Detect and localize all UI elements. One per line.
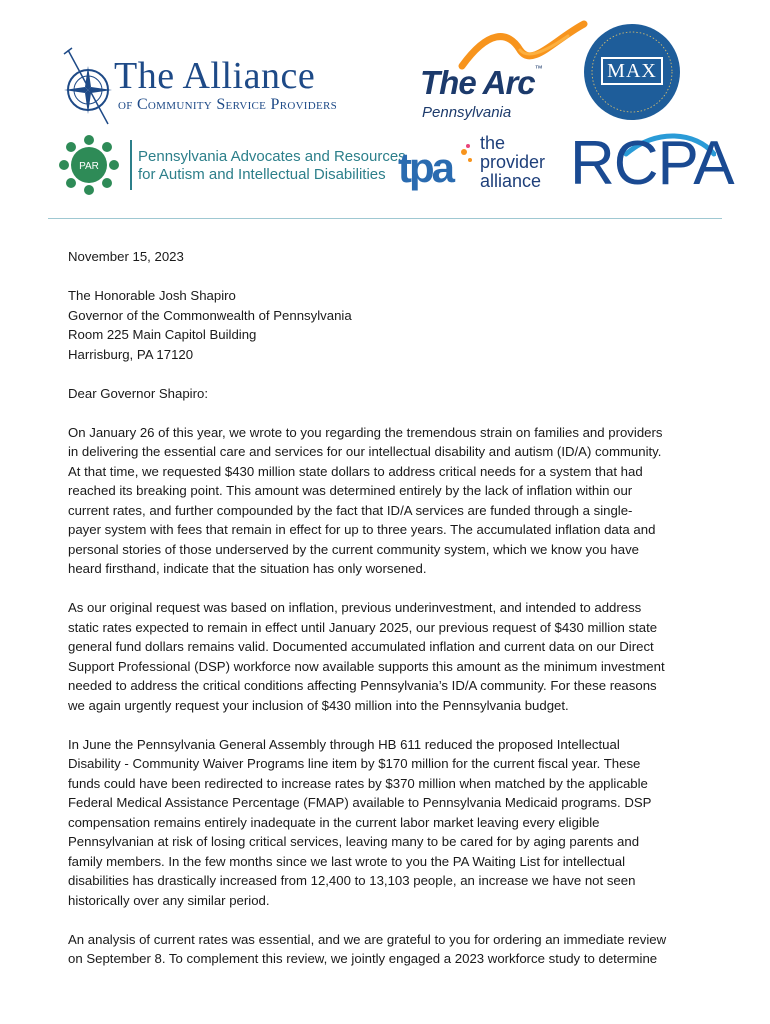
max-seal: [584, 24, 680, 120]
par-emblem-icon: [58, 134, 120, 196]
text-line: Federal Medical Assistance Percentage (FMAP) available to Pennsylvania Medicaid programs. DSP: [68, 795, 652, 810]
salutation: Dear Governor Shapiro:: [68, 385, 209, 401]
tpa-line-3: alliance: [480, 171, 542, 191]
text-line: compensation remains entirely inadequate in the current labor market leaving every eligible: [68, 814, 600, 830]
text-line: An analysis of current rates was essential, and we are grateful to you for ordering an immediate review: [68, 931, 667, 947]
text-line: static rates expected to remain in effect until January 2025, our previous request of $430 million state: [68, 619, 658, 635]
arc-swoosh-icon: [458, 20, 588, 70]
tpa-mark-icon: [398, 138, 474, 192]
paragraph-2: [68, 598, 708, 715]
text-line: general fund dollars remains valid. Documented accumulated inflation and current data on our Direct: [68, 639, 654, 654]
compass-emblem-icon: [58, 46, 118, 126]
par-line-1: Pennsylvania Advocates and Resources: [138, 148, 406, 165]
tpa-line-1: the: [480, 133, 506, 153]
text-line: As our original request was based on inflation, previous underinvestment, and intended to address: [68, 600, 642, 615]
text-line: disabilities has drastically increased from 12,400 to 13,103 people, an increase we have not seen: [68, 873, 636, 888]
address-line: The Honorable Josh Shapiro: [68, 288, 236, 303]
text-line: Disability - Community Waiver Programs line item by $170 million for the current fiscal year. These: [68, 756, 641, 771]
alliance-subtitle: of Community Service Providers: [118, 96, 338, 113]
text-line: current rates, and further compounded by the fact that ID/A services are funded through a single-: [68, 502, 633, 518]
par-logo: [58, 134, 406, 194]
text-line: reached its breaking point. This amount was determined entirely by the lack of inflation within our: [68, 483, 633, 498]
recipient-address: [68, 286, 708, 364]
alliance-name: The Alliance: [114, 55, 316, 97]
arc-name: The Arc™: [420, 64, 542, 101]
address-line: Governor of the Commonwealth of Pennsylvania: [68, 307, 352, 323]
text-line: payer system with fees that remain in effect for up to three years. The accumulated inflation data and: [68, 522, 656, 537]
text-line: heard firsthand, indicate that the situation has only worsened.: [68, 561, 427, 576]
paragraph-4: [68, 930, 708, 969]
text-line: Support Professional (DSP) workforce now available supports this amount as the minimum investment: [68, 658, 665, 674]
arc-state: Pennsylvania: [422, 104, 512, 121]
provider-alliance-logo: [398, 134, 568, 194]
text-line: In June the Pennsylvania General Assembly through HB 611 reduced the proposed Intellectual: [68, 736, 620, 752]
alliance-logo: [58, 46, 388, 126]
par-divider: [130, 140, 132, 190]
text-line: in delivering the essential care and services for our intellectual disability and autism (ID/A) community.: [68, 444, 662, 459]
text-line: At that time, we requested $430 million state dollars to address critical needs for a system that had: [68, 463, 643, 479]
text-line: family members. In the few months since we last wrote to you the PA Waiting List for intellectual: [68, 853, 626, 869]
letter-body: [68, 247, 708, 988]
tpa-line-2: provider: [480, 152, 546, 172]
text-line: personal stories of those underserved by the current community system, which we know you have: [68, 541, 639, 557]
paragraph-3: [68, 735, 708, 911]
letterhead-logos: [0, 0, 770, 220]
text-line: Pennsylvanian at risk of losing critical services, leaving many to be cared for by aging parents and: [68, 834, 640, 849]
text-line: we again urgently request your inclusion of $430 million into the Pennsylvania budget.: [68, 697, 569, 713]
text-line: needed to address the critical conditions affecting Pennsylvania’s ID/A community. For these reasons: [68, 678, 657, 693]
par-text: [138, 148, 406, 184]
par-badge-text: PAR: [79, 161, 99, 172]
max-name: MAX: [601, 57, 663, 85]
arc-logo: [418, 20, 588, 130]
rcpa-name: RCPA: [570, 129, 734, 198]
text-line: on September 8. To complement this review, we jointly engaged a 2023 workforce study to determine: [68, 951, 658, 966]
text-line: funds could have been redirected to increase rates by $370 million when matched by the applicable: [68, 775, 648, 791]
text-line: On January 26 of this year, we wrote to you regarding the tremendous strain on families and providers: [68, 424, 663, 440]
paragraph-1: [68, 423, 708, 579]
address-line: Harrisburg, PA 17120: [68, 346, 194, 362]
header-rule: [48, 218, 722, 219]
letter-date: November 15, 2023: [68, 249, 184, 264]
max-logo: [584, 24, 684, 124]
address-line: Room 225 Main Capitol Building: [68, 327, 257, 342]
tpa-text: [480, 134, 545, 191]
text-line: historically over any similar period.: [68, 892, 270, 908]
par-line-2: for Autism and Intellectual Disabilities: [138, 166, 386, 183]
tpa-mark-text: tpa: [398, 144, 452, 191]
